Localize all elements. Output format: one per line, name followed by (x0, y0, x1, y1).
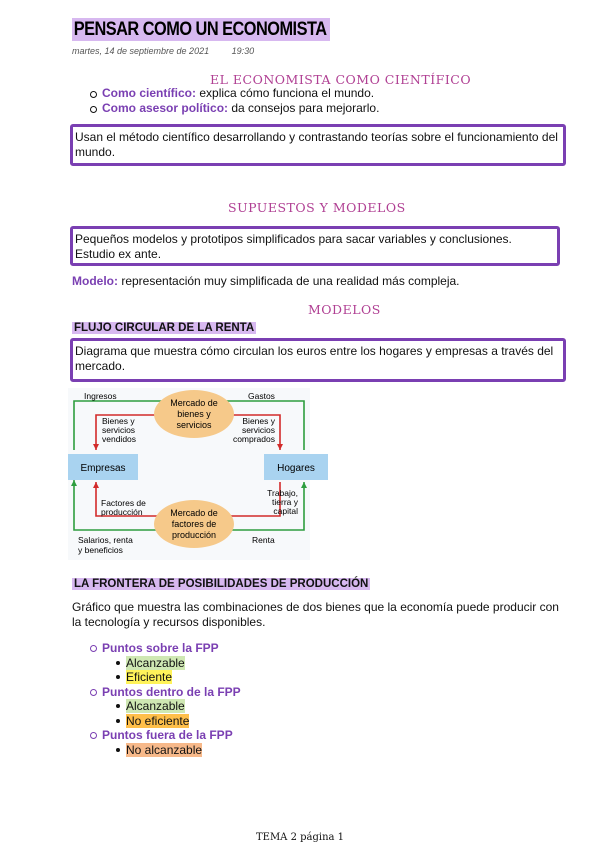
list-item (90, 743, 241, 758)
list-item: Puntos sobre la FPP (90, 641, 241, 656)
goods-sold-line-2: servicios (102, 425, 136, 435)
time-text: 19:30 (231, 46, 255, 56)
salaries-line-1: Salarios, renta (78, 535, 133, 545)
date-text: martes, 14 de septiembre de 2021 (72, 46, 210, 56)
page-footer: TEMA 2 página 1 (255, 832, 345, 843)
gastos-label: Gastos (248, 391, 275, 401)
highlight-text: Eficiente (126, 670, 173, 684)
item-label: Como científico: (102, 86, 197, 100)
subtitle-text: LA FRONTERA DE POSIBILIDADES DE PRODUCCIÓN (74, 578, 369, 590)
page-title: PENSAR COMO UN ECONOMISTA (72, 18, 330, 41)
list-item (90, 699, 241, 714)
subtitle-fpp (72, 574, 370, 592)
model-definition (72, 274, 460, 289)
goods-bought-line-1: Bienes y (242, 416, 275, 426)
models-box: Pequeños modelos y prototipos simplificados para sacar variables y conclusiones. Estudio ex ante. (70, 226, 560, 266)
section-title-modelos: MODELOS (308, 302, 381, 317)
goods-market-line-2: bienes y (177, 409, 211, 419)
renta-label: Renta (252, 535, 275, 545)
list-item (90, 86, 379, 101)
goods-market-line-3: servicios (176, 420, 212, 430)
subtitle-flujo (72, 318, 256, 336)
list-item (90, 656, 241, 671)
factor-market-line-2: factores de (171, 519, 217, 529)
subtitle-text: FLUJO CIRCULAR DE LA RENTA (74, 322, 255, 334)
list-item: Puntos dentro de la FPP (90, 685, 241, 700)
role-list (90, 86, 379, 116)
highlight-text: Alcanzable (126, 655, 185, 670)
factor-market-line-3: producción (171, 530, 217, 540)
ingresos-label: Ingresos (84, 391, 117, 401)
salaries-line-2: y beneficios (78, 545, 123, 555)
goods-sold-line-3: vendidos (102, 434, 137, 444)
firms-label: Empresas (80, 463, 126, 474)
model-text: representación muy simplificada de una realidad más compleja. (118, 274, 460, 288)
circular-flow-diagram (68, 388, 315, 560)
list-item (90, 670, 241, 685)
factors-line-2: producción (101, 507, 143, 517)
goods-sold-line-1: Bienes y (102, 416, 135, 426)
labor-line-3: capital (273, 506, 298, 516)
flow-box: Diagrama que muestra cómo circulan los euros entre los hogares y empresas a través del mercado. (70, 338, 566, 382)
item-text: explica cómo funciona el mundo. (196, 86, 375, 100)
highlight-text: No eficiente (126, 713, 190, 728)
goods-market-line-1: Mercado de (170, 398, 218, 408)
list-item: Puntos fuera de la FPP (90, 728, 241, 743)
fpp-definition: Gráfico que muestra las combinaciones de dos bienes que la economía puede producir con la tecnología y recursos disponibles. (72, 600, 559, 629)
goods-bought-line-3: comprados (232, 434, 275, 444)
item-label: Como asesor político: (102, 101, 229, 115)
date-line (72, 46, 274, 56)
item-text: da consejos para mejorarlo. (228, 101, 380, 115)
households-label: Hogares (277, 463, 315, 474)
method-box: Usan el método científico desarrollando y contrastando teorías sobre el funcionamiento del mundo. (70, 124, 566, 166)
highlight-text: Alcanzable (126, 699, 185, 713)
factor-market-line-1: Mercado de (170, 508, 218, 518)
model-label: Modelo: (72, 274, 118, 288)
list-item (90, 714, 241, 729)
labor-line-2: tierra y (272, 497, 298, 507)
list-item (90, 101, 379, 116)
section-title-supuestos: SUPUESTOS Y MODELOS (228, 200, 406, 215)
section-title-economista: EL ECONOMISTA COMO CIENTÍFICO (210, 72, 472, 87)
factors-line-1: Factores de (101, 498, 146, 508)
labor-line-1: Trabajo, (267, 488, 298, 498)
goods-bought-line-2: servicios (241, 425, 275, 435)
fpp-points-list (90, 641, 241, 757)
highlight-text: No alcanzable (126, 742, 203, 757)
